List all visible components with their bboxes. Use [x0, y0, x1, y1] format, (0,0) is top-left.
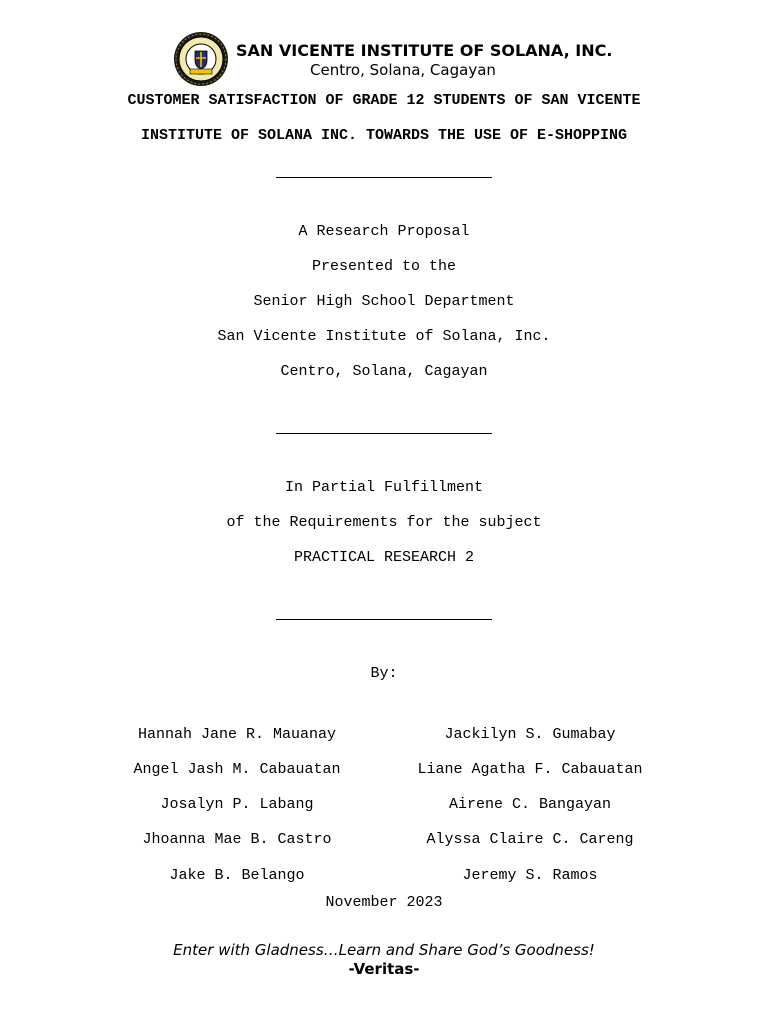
submission-date: November 2023 — [325, 894, 443, 911]
school-name: SAN VICENTE INSTITUTE OF SOLANA, INC. — [236, 41, 613, 60]
author-name: Josalyn P. Labang — [160, 796, 314, 813]
proposal-label: A Research Proposal — [298, 223, 470, 240]
veritas-tagline: -Veritas- — [348, 960, 420, 978]
divider-line — [276, 177, 492, 178]
author-name: Jackilyn S. Gumabay — [444, 726, 616, 743]
research-title-line-1: CUSTOMER SATISFACTION OF GRADE 12 STUDENTS OF SAN VICENTE — [127, 92, 641, 109]
department-name: Senior High School Department — [253, 293, 515, 310]
author-name: Hannah Jane R. Mauanay — [137, 726, 337, 743]
school-seal-icon — [171, 31, 231, 87]
subject-name: PRACTICAL RESEARCH 2 — [293, 549, 475, 566]
divider-line — [276, 619, 492, 620]
institution-address: Centro, Solana, Cagayan — [280, 363, 488, 380]
author-name: Jake B. Belango — [169, 867, 305, 884]
divider-line — [276, 433, 492, 434]
research-title-line-2: INSTITUTE OF SOLANA INC. TOWARDS THE USE OF E-SHOPPING — [140, 127, 628, 144]
presented-to-label: Presented to the — [311, 258, 457, 275]
institution-name: San Vicente Institute of Solana, Inc. — [217, 328, 551, 345]
author-name: Jhoanna Mae B. Castro — [142, 831, 332, 848]
fulfillment-line-1: In Partial Fulfillment — [284, 479, 484, 496]
author-name: Angel Jash M. Cabauatan — [133, 761, 341, 778]
fulfillment-line-2: of the Requirements for the subject — [226, 514, 542, 531]
author-name: Alyssa Claire C. Careng — [426, 831, 634, 848]
author-name: Liane Agatha F. Cabauatan — [417, 761, 643, 778]
school-address: Centro, Solana, Cagayan — [310, 61, 496, 79]
author-name: Jeremy S. Ramos — [462, 867, 598, 884]
author-name: Airene C. Bangayan — [448, 796, 612, 813]
school-motto: Enter with Gladness…Learn and Share God’s Goodness! — [173, 941, 595, 959]
by-label: By: — [370, 665, 398, 682]
